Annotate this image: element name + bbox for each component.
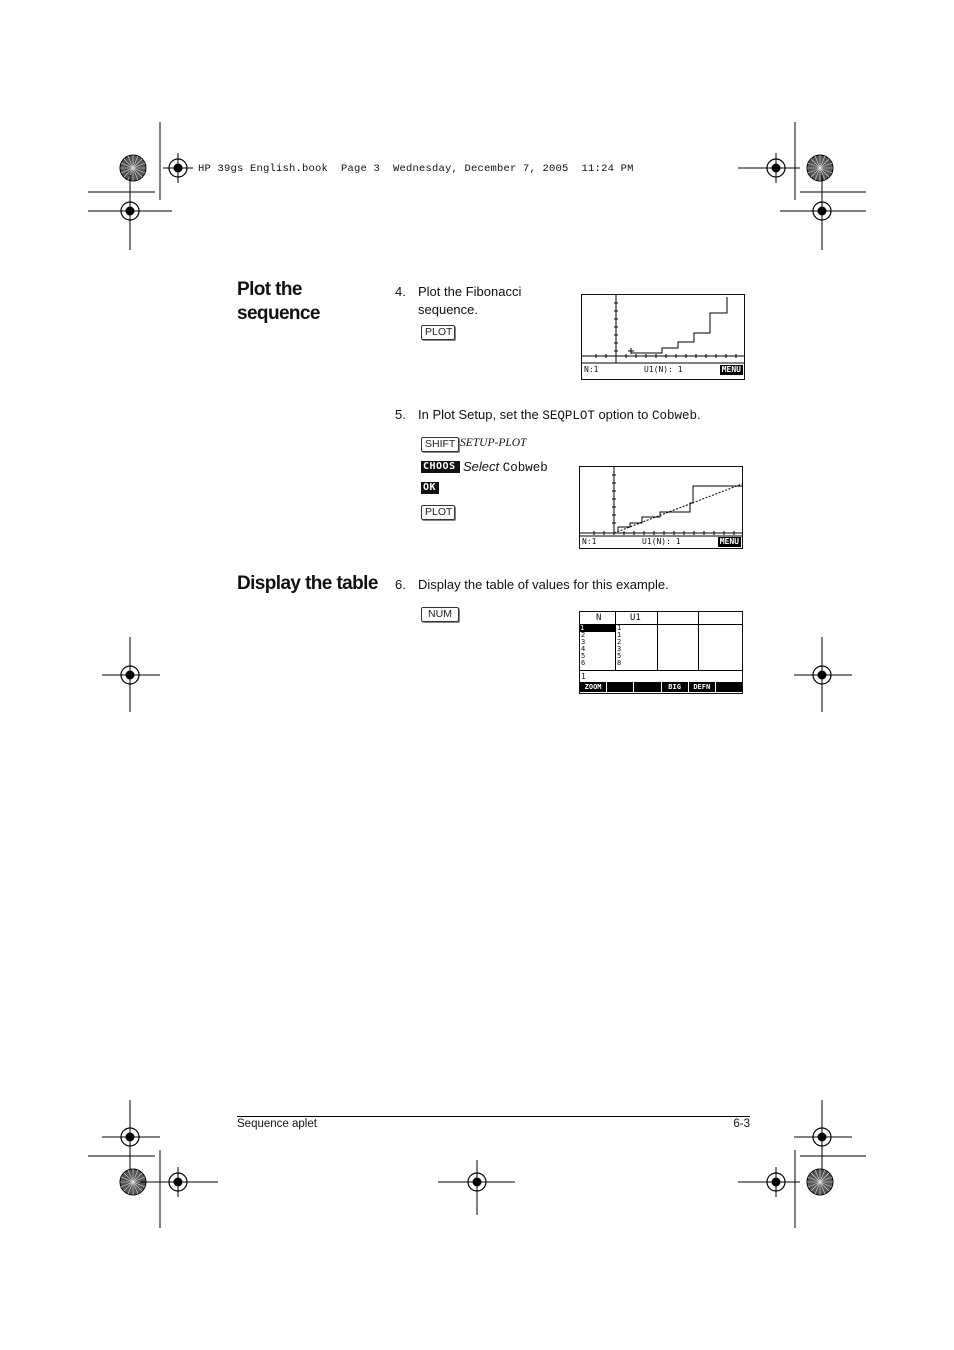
step-4-line2: sequence. bbox=[418, 302, 478, 317]
u1-cell-3: 2 bbox=[617, 638, 622, 646]
cobweb-code: Cobweb bbox=[651, 409, 697, 423]
big-softkey: BIG bbox=[662, 682, 688, 692]
n-cell-3: 3 bbox=[581, 638, 586, 646]
step-4-text bbox=[418, 283, 521, 319]
step-4-number: 4. bbox=[395, 284, 406, 299]
col-header-n: N bbox=[596, 613, 602, 623]
plot-key-2: PLOT bbox=[421, 505, 455, 520]
plot1-status-n: N:1 bbox=[584, 365, 599, 374]
step-5-text-c: . bbox=[696, 407, 701, 422]
n-cell-5: 5 bbox=[581, 652, 586, 660]
section-title-table: Display the table bbox=[237, 573, 378, 594]
section-title-plot bbox=[237, 278, 320, 326]
step-4-line1: Plot the Fibonacci bbox=[418, 284, 522, 299]
zoom-softkey: ZOOM bbox=[580, 682, 606, 692]
shift-key: SHIFT bbox=[421, 437, 459, 452]
u1-cell-2: 1 bbox=[617, 631, 622, 639]
section-title-line1: Plot the bbox=[237, 279, 302, 300]
column-divider-2 bbox=[657, 612, 658, 670]
plot2-status-u1: U1(N): 1 bbox=[642, 537, 681, 546]
defn-softkey: DEFN bbox=[689, 682, 715, 692]
n-cell-2: 2 bbox=[581, 631, 586, 639]
n-cell-6: 6 bbox=[581, 659, 586, 667]
calculator-screen-cobweb bbox=[579, 466, 743, 549]
column-divider-1 bbox=[615, 612, 616, 670]
calculator-screen-table bbox=[579, 611, 743, 694]
setup-plot-label: SETUP-PLOT bbox=[460, 437, 527, 449]
step-5-text-a: In Plot Setup, set the bbox=[418, 407, 543, 422]
step-5-text-b: option to bbox=[594, 407, 652, 422]
step-6-text: Display the table of values for this example. bbox=[418, 577, 669, 592]
calculator-screen-plot bbox=[581, 294, 745, 380]
softkey-blank-1 bbox=[607, 682, 633, 692]
table-bottom-rule bbox=[580, 670, 742, 671]
plot-key: PLOT bbox=[421, 325, 455, 340]
plot2-status-n: N:1 bbox=[582, 537, 597, 546]
select-label: Select bbox=[463, 459, 500, 474]
num-key: NUM bbox=[421, 607, 459, 622]
u1-cell-5: 5 bbox=[617, 652, 622, 660]
ok-softkey: OK bbox=[421, 482, 439, 494]
running-head: HP 39gs English.book Page 3 Wednesday, December 7, 2005 11:24 PM bbox=[198, 163, 634, 175]
u1-cell-4: 3 bbox=[617, 645, 622, 653]
plot1-menu-button: MENU bbox=[721, 365, 741, 374]
footer-page-number: 6-3 bbox=[733, 1118, 750, 1130]
table-header-row bbox=[580, 612, 742, 625]
cobweb-plot bbox=[580, 467, 742, 548]
softkey-blank-3 bbox=[716, 682, 742, 692]
step-5-text bbox=[418, 406, 701, 425]
seqplot-code: SEQPLOT bbox=[542, 409, 595, 423]
plot2-menu-button: MENU bbox=[719, 537, 739, 546]
step-6-number: 6. bbox=[395, 577, 406, 592]
choos-softkey: CHOOS bbox=[421, 461, 460, 473]
col-header-u1: U1 bbox=[630, 613, 641, 623]
plot1-status-u1: U1(N): 1 bbox=[644, 365, 683, 374]
select-instruction bbox=[463, 458, 548, 477]
footer-rule bbox=[237, 1116, 750, 1117]
n-cell-4: 4 bbox=[581, 645, 586, 653]
section-title-line2: sequence bbox=[237, 303, 320, 324]
u1-cell-6: 8 bbox=[617, 659, 622, 667]
table-menu-bar bbox=[580, 682, 742, 692]
footer-section-name: Sequence aplet bbox=[237, 1118, 317, 1130]
n-cell-1: 1 bbox=[580, 625, 615, 632]
select-value: Cobweb bbox=[502, 461, 548, 475]
u1-cell-1: 1 bbox=[617, 624, 622, 632]
entry-line: 1 bbox=[581, 672, 586, 681]
softkey-blank-2 bbox=[634, 682, 660, 692]
column-divider-3 bbox=[698, 612, 699, 670]
step-5-number: 5. bbox=[395, 407, 406, 422]
